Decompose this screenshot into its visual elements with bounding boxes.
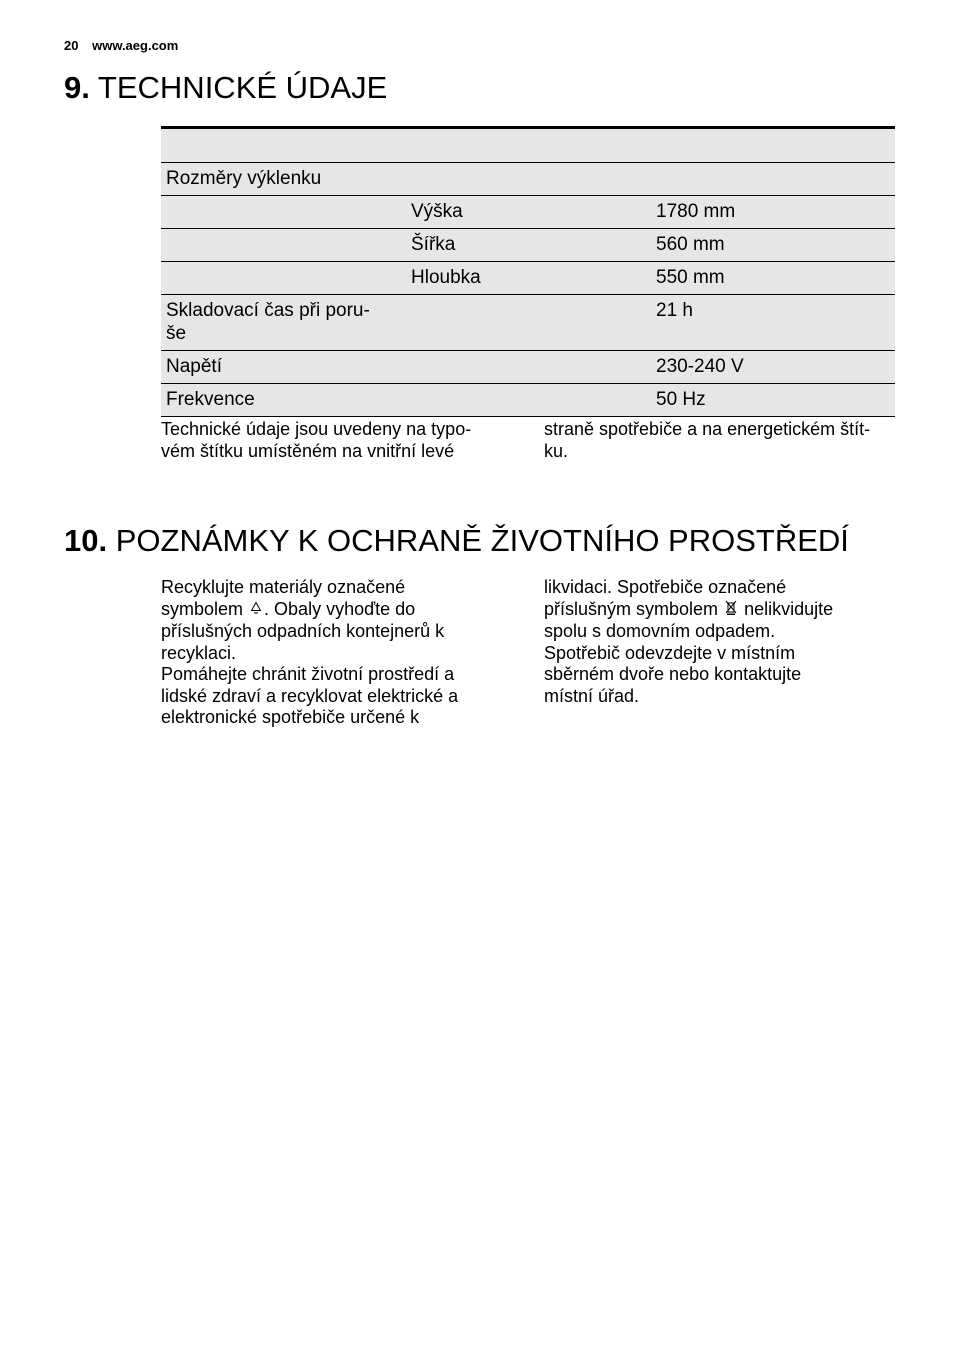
table-cell: [406, 351, 651, 384]
table-cell: Rozměry výklenku: [161, 163, 406, 196]
section-title: POZNÁMKY K OCHRANĚ ŽIVOTNÍHO PROSTŘEDÍ: [115, 523, 849, 558]
text-line: vém štítku umístěném na vnitřní levé: [161, 440, 455, 461]
text-line: likvidaci. Spotřebiče označené: [544, 577, 787, 597]
table-cell: Šířka: [406, 229, 651, 262]
table-header-row: [161, 128, 895, 163]
cell-line: Skladovací čas při poru-: [166, 300, 370, 321]
text-fragment: nelikvidujte: [744, 598, 834, 619]
table-cell: [651, 163, 895, 196]
text-line: [161, 599, 511, 622]
table-cell: [161, 196, 406, 229]
table-row: [161, 384, 895, 417]
text-fragment: symbolem: [161, 598, 244, 619]
crossed-bin-icon: [723, 600, 739, 622]
cell-line: še: [166, 323, 187, 344]
section-number: 9.: [64, 70, 90, 105]
environment-text-right: [544, 577, 894, 707]
text-fragment: . Obaly vyhoďte do: [264, 598, 416, 619]
page-header: [64, 38, 178, 53]
text-line: lidské zdraví a recyklovat elektrické a: [161, 685, 459, 706]
table-row: [161, 196, 895, 229]
text-fragment: příslušným symbolem: [544, 598, 719, 619]
table-cell: Frekvence: [161, 384, 406, 417]
technical-data-table: [161, 126, 895, 417]
table-cell: 21 h: [651, 295, 895, 351]
text-line: [544, 599, 894, 622]
text-line: recyklaci.: [161, 642, 237, 663]
table-cell: Hloubka: [406, 262, 651, 295]
text-line: straně spotřebiče a na energetickém štít-: [544, 419, 871, 439]
text-line: spolu s domovním odpadem.: [544, 621, 776, 641]
table-cell: [161, 262, 406, 295]
table-cell: 550 mm: [651, 262, 895, 295]
table-cell: [406, 163, 651, 196]
recycle-icon: [248, 600, 264, 622]
table-cell: 230-240 V: [651, 351, 895, 384]
text-line: příslušných odpadních kontejnerů k: [161, 621, 445, 641]
table-cell: Výška: [406, 196, 651, 229]
text-line: ku.: [544, 440, 569, 461]
text-line: sběrném dvoře nebo kontaktujte: [544, 664, 802, 684]
table-cell: [406, 384, 651, 417]
section-number: 10.: [64, 523, 108, 558]
table-row: [161, 295, 895, 351]
environment-text-left: [161, 577, 511, 729]
section-title: TECHNICKÉ ÚDAJE: [97, 70, 388, 105]
website-url[interactable]: www.aeg.com: [92, 38, 179, 53]
table-row: [161, 262, 895, 295]
page-number: 20: [64, 38, 79, 53]
table-cell: 50 Hz: [651, 384, 895, 417]
section-heading-environment: [64, 523, 849, 559]
text-line: Recyklujte materiály označené: [161, 577, 406, 597]
section-heading-technical-data: [64, 70, 387, 106]
text-line: Technické údaje jsou uvedeny na typo-: [161, 419, 472, 439]
table-row: [161, 229, 895, 262]
table-row: [161, 163, 895, 196]
table-cell: 1780 mm: [651, 196, 895, 229]
table-cell: [161, 229, 406, 262]
table-note-left: [161, 419, 511, 462]
text-line: Pomáhejte chránit životní prostředí a: [161, 664, 455, 684]
table-cell: Napětí: [161, 351, 406, 384]
table-cell: 560 mm: [651, 229, 895, 262]
table-note-right: [544, 419, 894, 462]
table-cell: [406, 295, 651, 351]
table-cell: [161, 295, 406, 351]
table-row: [161, 351, 895, 384]
text-line: místní úřad.: [544, 685, 640, 706]
text-line: elektronické spotřebiče určené k: [161, 707, 420, 727]
text-line: Spotřebič odevzdejte v místním: [544, 642, 796, 663]
